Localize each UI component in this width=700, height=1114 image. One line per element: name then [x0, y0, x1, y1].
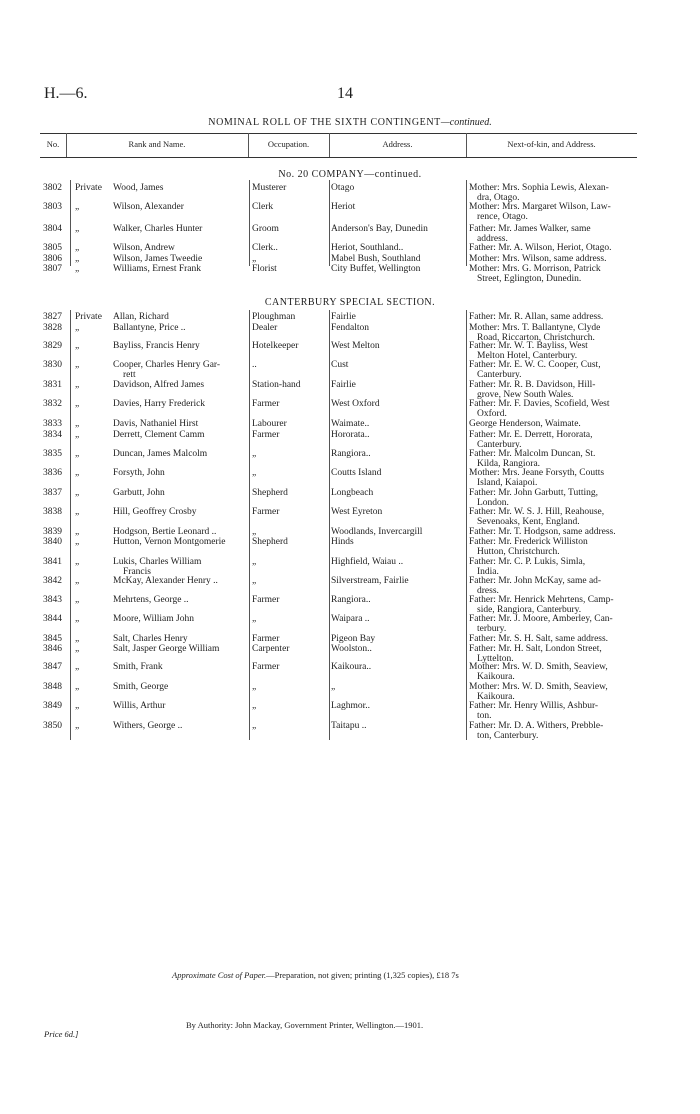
next-of-kin: [469, 576, 653, 596]
next-of-kin: [469, 682, 653, 702]
rank: Private: [75, 312, 102, 322]
address: Waimate..: [331, 419, 370, 429]
next-of-kin: [469, 537, 653, 557]
regimental-number: 3844: [43, 614, 62, 624]
soldier-name-line: Wilson, Andrew: [113, 243, 175, 253]
cost-label: Approximate Cost of Paper.: [172, 970, 267, 980]
regimental-number: 3835: [43, 449, 62, 459]
address: Mabel Bush, Southland: [331, 254, 421, 264]
regimental-number: 3842: [43, 576, 62, 586]
regimental-number: 3845: [43, 634, 62, 644]
next-of-kin-line: Mother: Mrs. G. Morrison, Patrick: [469, 264, 601, 274]
address: Fendalton: [331, 323, 369, 333]
next-of-kin-continuation: grove, New South Wales.: [477, 390, 574, 400]
occupation: „: [252, 721, 257, 731]
next-of-kin-line: Father: Mr. Henry Willis, Ashbur-: [469, 701, 599, 711]
regimental-number: 3839: [43, 527, 62, 537]
regimental-number: 3843: [43, 595, 62, 605]
occupation: Florist: [252, 264, 277, 274]
rank: „: [75, 243, 80, 253]
column-header-address: Address.: [382, 139, 413, 149]
next-of-kin-line: Father: Mr. J. Moore, Amberley, Can-: [469, 614, 613, 624]
address: Otago: [331, 183, 355, 193]
next-of-kin-line: Father: Mr. John McKay, same ad-: [469, 576, 602, 586]
next-of-kin-continuation: Road, Riccarton, Christchurch.: [477, 333, 595, 343]
soldier-name-line: Smith, Frank: [113, 662, 163, 672]
next-of-kin: [469, 527, 653, 537]
regimental-number: 3831: [43, 380, 62, 390]
roll-title: [0, 117, 700, 128]
occupation: „: [252, 254, 257, 264]
next-of-kin-continuation: terbury.: [477, 624, 507, 634]
next-of-kin-line: Father: Mr. W. T. Bayliss, West: [469, 341, 588, 351]
regimental-number: 3805: [43, 243, 62, 253]
address: Rangiora..: [331, 449, 371, 459]
regimental-number: 3840: [43, 537, 62, 547]
next-of-kin-continuation: Kaikoura.: [477, 672, 515, 682]
address: Fairlie: [331, 312, 356, 322]
next-of-kin-line: Father: Mr. T. Hodgson, same address.: [469, 527, 616, 537]
soldier-name-line: Davidson, Alfred James: [113, 380, 205, 390]
soldier-name-line: Willis, Arthur: [113, 701, 166, 711]
next-of-kin-continuation: Canterbury.: [477, 370, 522, 380]
address: Longbeach: [331, 488, 374, 498]
next-of-kin: [469, 449, 653, 469]
occupation: Groom: [252, 224, 279, 234]
soldier-name-line: Davies, Harry Frederick: [113, 399, 206, 409]
column-header-name: Rank and Name.: [128, 139, 186, 149]
soldier-name-line: McKay, Alexander Henry ..: [113, 576, 218, 586]
next-of-kin-line: Mother: Mrs. Margaret Wilson, Law-: [469, 202, 611, 212]
soldier-name-line: Forsyth, John: [113, 468, 165, 478]
column-divider: [70, 180, 71, 266]
next-of-kin-continuation: Island, Kaiapoi.: [477, 478, 538, 488]
page-number: 14: [337, 85, 353, 102]
address: City Buffet, Wellington: [331, 264, 421, 274]
rank: „: [75, 644, 80, 654]
column-divider: [329, 310, 330, 740]
soldier-name-line: Derrett, Clement Camm: [113, 430, 205, 440]
regimental-number: 3829: [43, 341, 62, 351]
rank: „: [75, 399, 80, 409]
cost-note: [172, 970, 459, 980]
soldier-name-line: Wilson, James Tweedie: [113, 254, 203, 264]
next-of-kin: [469, 399, 653, 419]
next-of-kin-line: Father: Mr. F. Davies, Scofield, West: [469, 399, 610, 409]
address: Woolston..: [331, 644, 372, 654]
next-of-kin-continuation: address.: [477, 234, 508, 244]
next-of-kin: [469, 614, 653, 634]
next-of-kin: [469, 644, 653, 664]
regimental-number: 3803: [43, 202, 62, 212]
address: Highfield, Waiau ..: [331, 557, 404, 567]
regimental-number: 3802: [43, 183, 62, 193]
next-of-kin: [469, 360, 653, 380]
next-of-kin-line: Father: Mr. E. W. C. Cooper, Cust,: [469, 360, 601, 370]
soldier-name-line: Hodgson, Bertie Leonard ..: [113, 527, 217, 537]
rank: „: [75, 557, 80, 567]
rank: „: [75, 527, 80, 537]
regimental-number: 3841: [43, 557, 62, 567]
price-note: Price 6d.]: [44, 1029, 79, 1039]
next-of-kin: [469, 254, 653, 264]
next-of-kin-continuation: Sevenoaks, Kent, England.: [477, 517, 580, 527]
next-of-kin: [469, 224, 653, 244]
occupation: „: [252, 557, 257, 567]
next-of-kin-continuation: side, Rangiora, Canterbury.: [477, 605, 582, 615]
address: Anderson's Bay, Dunedin: [331, 224, 428, 234]
next-of-kin-line: Father: Mr. E. Derrett, Hororata,: [469, 430, 593, 440]
occupation: Carpenter: [252, 644, 290, 654]
next-of-kin: [469, 430, 653, 450]
soldier-name-line: Salt, Jasper George William: [113, 644, 220, 654]
rank: „: [75, 380, 80, 390]
section-heading: CANTERBURY SPECIAL SECTION.: [264, 297, 436, 308]
next-of-kin-line: Father: Mr. W. S. J. Hill, Reahouse,: [469, 507, 605, 517]
column-header-occupation: Occupation.: [267, 139, 310, 149]
rank: „: [75, 264, 80, 274]
next-of-kin-line: Father: Mr. R. B. Davidson, Hill-: [469, 380, 596, 390]
regimental-number: 3850: [43, 721, 62, 731]
next-of-kin: [469, 312, 653, 322]
occupation: Dealer: [252, 323, 278, 333]
rank: „: [75, 468, 80, 478]
address: Rangiora..: [331, 595, 371, 605]
address: Silverstream, Fairlie: [331, 576, 409, 586]
soldier-name-line: Walker, Charles Hunter: [113, 224, 203, 234]
address: West Eyreton: [331, 507, 383, 517]
occupation: „: [252, 701, 257, 711]
rank: „: [75, 682, 80, 692]
rank: „: [75, 595, 80, 605]
address: Heriot: [331, 202, 356, 212]
address: Coutts Island: [331, 468, 382, 478]
occupation: „: [252, 468, 257, 478]
occupation: Farmer: [252, 430, 280, 440]
soldier-name-line: Smith, George: [113, 682, 169, 692]
printer-authority: By Authority: John Mackay, Government Printer, Wellington.—1901.: [186, 1020, 424, 1030]
next-of-kin: [469, 557, 653, 577]
regimental-number: 3847: [43, 662, 62, 672]
occupation: Musterer: [252, 183, 287, 193]
occupation: Farmer: [252, 662, 280, 672]
next-of-kin: [469, 507, 653, 527]
soldier-name-line: Williams, Ernest Frank: [113, 264, 202, 274]
occupation: „: [252, 576, 257, 586]
soldier-name-line: Mehrtens, George ..: [113, 595, 189, 605]
soldier-name-line: Wood, James: [113, 183, 164, 193]
regimental-number: 3804: [43, 224, 62, 234]
next-of-kin: [469, 380, 653, 400]
regimental-number: 3834: [43, 430, 62, 440]
next-of-kin-line: Mother: Mrs. Wilson, same address.: [469, 254, 607, 264]
soldier-name-continuation: Francis: [123, 567, 151, 577]
regimental-number: 3838: [43, 507, 62, 517]
next-of-kin: [469, 243, 653, 253]
column-divider: [70, 310, 71, 740]
address: Hinds: [331, 537, 354, 547]
next-of-kin: [469, 202, 653, 222]
occupation: Farmer: [252, 595, 280, 605]
next-of-kin: [469, 595, 653, 615]
soldier-name-line: Davis, Nathaniel Hirst: [113, 419, 199, 429]
next-of-kin-continuation: Kaikoura.: [477, 692, 515, 702]
next-of-kin-continuation: ton, Canterbury.: [477, 731, 539, 741]
soldier-name-line: Moore, William John: [113, 614, 194, 624]
regimental-number: 3832: [43, 399, 62, 409]
rank: „: [75, 430, 80, 440]
regimental-number: 3806: [43, 254, 62, 264]
next-of-kin: [469, 721, 653, 741]
next-of-kin-line: Father: Mr. James Walker, same: [469, 224, 591, 234]
soldier-name-line: Hill, Geoffrey Crosby: [113, 507, 197, 517]
rank: „: [75, 507, 80, 517]
soldier-name-line: Salt, Charles Henry: [113, 634, 188, 644]
next-of-kin-continuation: London.: [477, 498, 509, 508]
soldier-name-line: Duncan, James Malcolm: [113, 449, 208, 459]
address: Laghmor..: [331, 701, 371, 711]
rank: „: [75, 576, 80, 586]
address: West Oxford: [331, 399, 380, 409]
occupation: Clerk: [252, 202, 274, 212]
next-of-kin-continuation: ton.: [477, 711, 492, 721]
next-of-kin-line: Father: Mr. H. Salt, London Street,: [469, 644, 602, 654]
soldier-name-line: Withers, George ..: [113, 721, 183, 731]
occupation: Farmer: [252, 507, 280, 517]
next-of-kin-line: Father: Mr. S. H. Salt, same address.: [469, 634, 609, 644]
occupation: Labourer: [252, 419, 287, 429]
regimental-number: 3833: [43, 419, 62, 429]
column-divider: [466, 310, 467, 740]
soldier-name-line: Lukis, Charles William: [113, 557, 202, 567]
occupation: Shepherd: [252, 537, 288, 547]
rank: „: [75, 662, 80, 672]
occupation: Hotelkeeper: [252, 341, 299, 351]
address: Woodlands, Invercargill: [331, 527, 423, 537]
occupation: Shepherd: [252, 488, 288, 498]
address: „: [331, 682, 336, 692]
next-of-kin-line: Father: Mr. John Garbutt, Tutting,: [469, 488, 599, 498]
section-heading: No. 20 COMPANY—continued.: [278, 169, 422, 180]
table-top-rule: [40, 133, 637, 134]
rank: „: [75, 202, 80, 212]
cost-text: —Preparation, not given; printing (1,325 copies), £18 7s: [266, 970, 459, 980]
next-of-kin-line: Father: Mr. C. P. Lukis, Simla,: [469, 557, 586, 567]
rank: „: [75, 614, 80, 624]
next-of-kin-continuation: Canterbury.: [477, 440, 522, 450]
regimental-number: 3807: [43, 264, 62, 274]
regimental-number: 3849: [43, 701, 62, 711]
occupation: Clerk..: [252, 243, 278, 253]
rank: „: [75, 701, 80, 711]
soldier-name-continuation: rett: [123, 370, 136, 380]
occupation: „: [252, 614, 257, 624]
next-of-kin-line: Father: Mr. Malcolm Duncan, St.: [469, 449, 596, 459]
next-of-kin-line: Mother: Mrs. W. D. Smith, Seaview,: [469, 662, 608, 672]
rank: „: [75, 323, 80, 333]
address: Fairlie: [331, 380, 356, 390]
rank: „: [75, 721, 80, 731]
next-of-kin-line: Father: Mr. Henrick Mehrtens, Camp-: [469, 595, 614, 605]
occupation: „: [252, 527, 257, 537]
roll-title-text: NOMINAL ROLL OF THE SIXTH CONTINGENT: [208, 117, 441, 128]
soldier-name-line: Ballantyne, Price ..: [113, 323, 186, 333]
next-of-kin-continuation: dress.: [477, 586, 499, 596]
soldier-name-line: Bayliss, Francis Henry: [113, 341, 200, 351]
address: West Melton: [331, 341, 380, 351]
next-of-kin-line: Mother: Mrs. Sophia Lewis, Alexan-: [469, 183, 609, 193]
next-of-kin-line: Father: Mr. D. A. Withers, Prebble-: [469, 721, 604, 731]
regimental-number: 3836: [43, 468, 62, 478]
regimental-number: 3827: [43, 312, 62, 322]
address: Cust: [331, 360, 349, 370]
regimental-number: 3837: [43, 488, 62, 498]
next-of-kin-continuation: rence, Otago.: [477, 212, 528, 222]
roll-title-suffix: —continued.: [440, 117, 492, 128]
occupation: „: [252, 682, 257, 692]
column-header-kin: Next-of-kin, and Address.: [507, 139, 596, 149]
next-of-kin-line: Father: Mr. A. Wilson, Heriot, Otago.: [469, 243, 612, 253]
next-of-kin-continuation: Lyttelton.: [477, 654, 514, 664]
next-of-kin: [469, 183, 653, 203]
address: Hororata..: [331, 430, 370, 440]
next-of-kin: [469, 634, 653, 644]
rank: „: [75, 360, 80, 370]
next-of-kin-continuation: Street, Eglington, Dunedin.: [477, 274, 582, 284]
occupation: Farmer: [252, 399, 280, 409]
address: Pigeon Bay: [331, 634, 376, 644]
document-reference: H.—6.: [44, 85, 88, 102]
next-of-kin-continuation: India.: [477, 567, 499, 577]
column-header-no: No.: [46, 139, 60, 149]
next-of-kin: [469, 468, 653, 488]
address: Kaikoura..: [331, 662, 372, 672]
rank: „: [75, 634, 80, 644]
occupation: ..: [252, 360, 257, 370]
rank: „: [75, 341, 80, 351]
rank: „: [75, 537, 80, 547]
regimental-number: 3828: [43, 323, 62, 333]
next-of-kin: [469, 701, 653, 721]
rank: „: [75, 224, 80, 234]
next-of-kin-continuation: Hutton, Christchurch.: [477, 547, 560, 557]
occupation: Ploughman: [252, 312, 296, 322]
soldier-name-line: Hutton, Vernon Montgomerie: [113, 537, 226, 547]
rank: Private: [75, 183, 102, 193]
next-of-kin-line: Father: Mr. Frederick Williston: [469, 537, 588, 547]
next-of-kin-line: Mother: Mrs. W. D. Smith, Seaview,: [469, 682, 608, 692]
next-of-kin: [469, 419, 653, 429]
regimental-number: 3830: [43, 360, 62, 370]
next-of-kin: [469, 488, 653, 508]
soldier-name-line: Garbutt, John: [113, 488, 165, 498]
occupation: „: [252, 449, 257, 459]
next-of-kin-continuation: Melton Hotel, Canterbury.: [477, 351, 578, 361]
next-of-kin-continuation: Kilda, Rangiora.: [477, 459, 541, 469]
address: Waipara ..: [331, 614, 370, 624]
next-of-kin: [469, 662, 653, 682]
soldier-name-line: Wilson, Alexander: [113, 202, 184, 212]
next-of-kin-line: Mother: Mrs. Jeane Forsyth, Coutts: [469, 468, 605, 478]
table-header-rule: [40, 157, 637, 158]
occupation: Farmer: [252, 634, 280, 644]
rank: „: [75, 419, 80, 429]
soldier-name-line: Cooper, Charles Henry Gar-: [113, 360, 221, 370]
address: Taitapu ..: [331, 721, 367, 731]
rank: „: [75, 488, 80, 498]
next-of-kin-line: Mother: Mrs. T. Ballantyne, Clyde: [469, 323, 601, 333]
next-of-kin: [469, 341, 653, 361]
next-of-kin-line: Father: Mr. R. Allan, same address.: [469, 312, 604, 322]
rank: „: [75, 449, 80, 459]
soldier-name-line: Allan, Richard: [113, 312, 169, 322]
next-of-kin: [469, 323, 653, 343]
regimental-number: 3846: [43, 644, 62, 654]
rank: „: [75, 254, 80, 264]
next-of-kin-continuation: Oxford.: [477, 409, 507, 419]
occupation: Station-hand: [252, 380, 301, 390]
address: Heriot, Southland..: [331, 243, 404, 253]
next-of-kin: [469, 264, 653, 284]
next-of-kin-continuation: dra, Otago.: [477, 193, 520, 203]
next-of-kin-line: George Henderson, Waimate.: [469, 419, 581, 429]
regimental-number: 3848: [43, 682, 62, 692]
